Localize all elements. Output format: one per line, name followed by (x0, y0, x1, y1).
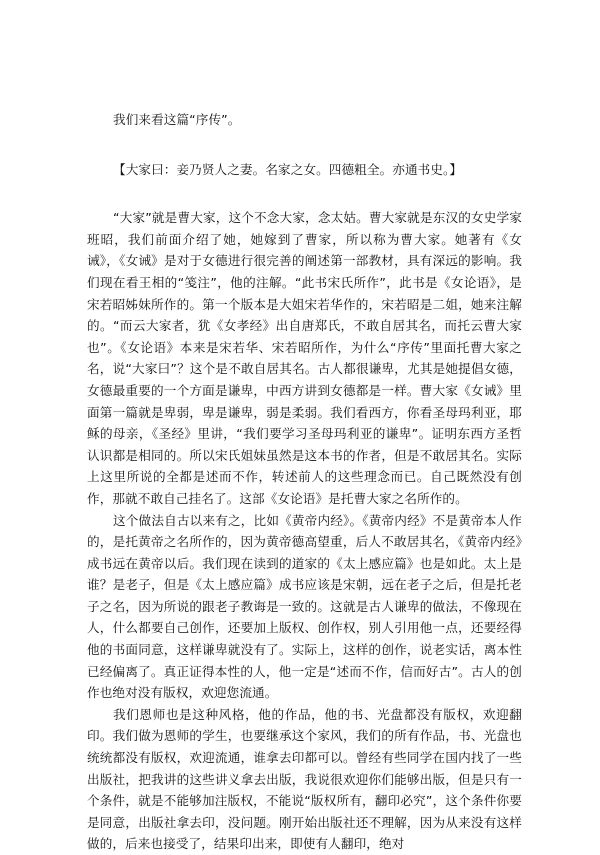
intro-line: 我们来看这篇“序传”。 (113, 112, 241, 127)
paragraph-2: 这个做法自古以来有之，比如《黄帝内经》。《黄帝内经》不是黄帝本人作的，是托黄帝之名所作的，因为黄帝德高望重，后人不敢居其名，《黄帝内经》成书远在黄帝以后。我们现在读到的道家的《太上感应篇》也是如此。太上是谁？是老子，但是《太上感应篇》成书应该是宋朝，远在老子之后，但是托老子之名，因为所说的跟老子教诲是一致的。这就是古人谦卑的做法，不像现在人，什么都要自己创作，还要加上版权、创作权，别人引用他一点，还要经得他的书面同意，这样谦卑就没有了。实际上，这样的创作，说老实话，离本性已经偏离了。真正证得本性的人，他一定是“述而不作，信而好古”。古人的创作也绝对没有版权，欢迎您流通。 (87, 512, 522, 701)
quoted-passage: 【大家曰：妾乃贤人之妻。名家之女。四德粗全。亦通书史。】 (113, 161, 463, 177)
paragraph-1: “大家”就是曹大家，这个不念大家，念太姑。曹大家就是东汉的女史学家班昭，我们前面介绍了她，她嫁到了曹家，所以称为曹大家。她著有《女诫》，《女诫》是对于女德进行很完善的阐述第一部教材，具有深远的影响。我们现在看王相的“笺注”，他的注解。“此书宋氏所作”，此书是《女论语》，是宋若昭姊妹所作的。第一个版本是大姐宋若华作的，宋若昭是二姐，她来注解的。“而云大家者，犹《女孝经》出自唐郑氏，不敢自居其名，而托云曹大家也”。《女论语》本来是宋若华、宋若昭所作，为什么“序传”里面托曹大家之名，说“大家曰”？这个是不敢自居其名。古人都很谦卑，尤其是她提倡女德，女德最重要的一个方面是谦卑，中西方讲到女德都是一样。曹大家《女诫》里面第一篇就是卑弱，卑是谦卑，弱是柔弱。我们看西方，你看圣母玛利亚，耶稣的母亲，《圣经》里讲，“我们要学习圣母玛利亚的谦卑”。证明东西方圣哲认识都是相同的。所以宋氏姐妹虽然是这本书的作者，但是不敢居其名。实际上这里所说的全都是述而不作，转述前人的这些理念而已。自己既然没有创作，那就不敢自己挂名了。这部《女论语》是托曹大家之名所作的。 (87, 210, 522, 506)
paragraph-3: 我们恩师也是这种风格，他的作品，他的书、光盘都没有版权，欢迎翻印。我们做为恩师的学生，也要继承这个家风，我们的所有作品，书、光盘也统统都没有版权，欢迎流通，谁拿去印都可以。曾经有些同学在国内找了一些出版社，把我讲的这些讲义拿去出版，我说很欢迎你们能够出版，但是只有一个条件，就是不能够加注版权，不能说“版权所有，翻印必究”，这个条件你要是同意，出版社拿去印，没问题。刚开始出版社还不理解，因为从来没有这样做的，后来也接受了，结果印出来，即使有人翻印，绝对 (87, 706, 522, 852)
document-body (87, 109, 522, 855)
